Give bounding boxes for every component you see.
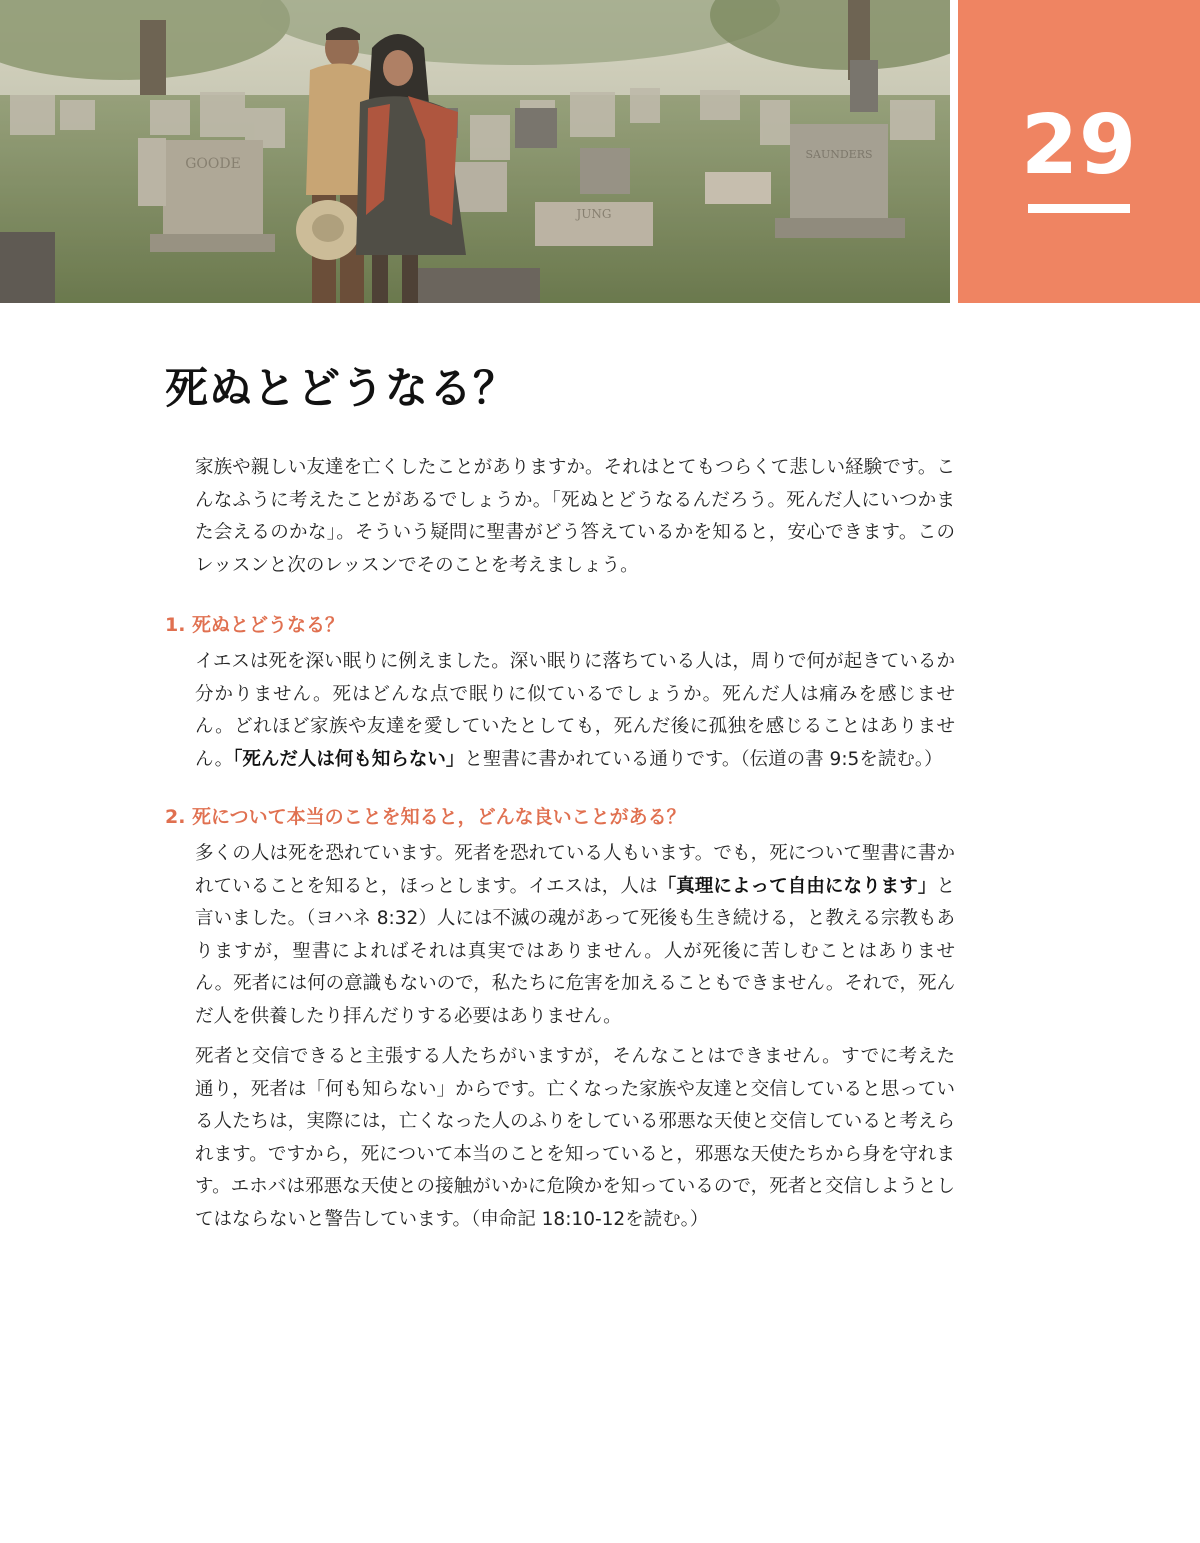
paragraph-text: と聖書に書かれている通りです。（伝道の書 9:5を読む。）	[464, 748, 943, 770]
scripture-quote: 「死んだ人は何も知らない」	[233, 748, 465, 770]
section-1	[165, 610, 955, 776]
paragraph-text: 多くの人は死を恐れています。死者を恐れている人もいます。でも，死について聖書に書かれていることを知ると，ほっとします。イエスは，人は	[195, 843, 955, 897]
paragraph-text: イエスは死を深い眠りに例えました。深い眠りに落ちている人は，周りで何が起きているか分かりません。死はどんな点で眠りに似ているでしょうか。死んだ人は痛みを感じません。どれほど家族や友達を愛していたとしても，死んだ後に孤独を感じることはありません。	[195, 651, 955, 770]
badge-underline	[1028, 204, 1130, 213]
page-title: 死ぬとどうなる？	[165, 364, 517, 414]
gravestone-label: SAUNDERS	[805, 148, 873, 161]
section-paragraph	[195, 838, 955, 1033]
section-2	[165, 802, 955, 1236]
section-heading: 1. 死ぬとどうなる？	[165, 614, 345, 636]
section-paragraph	[195, 646, 955, 776]
lesson-number: 29	[1020, 98, 1138, 193]
paragraph-text: 死者と交信できると主張する人たちがいますが，そんなことはできません。すでに考えた通り，死者は「何も知らない」からです。亡くなった家族や友達と交信していると思っている人たちは，実際には，亡くなった人のふりをしている邪悪な天使と交信していると考えられます。ですから，死について本当のことを知っていると，邪悪な天使たちから身を守れます。エホバは邪悪な天使との接触がいかに危険かを知っているので，死者と交信しようとしてはならないと警告しています。（申命記 18:10-12を読む。）	[195, 1046, 955, 1230]
paragraph-text: と言いました。（ヨハネ 8:32）人には不滅の魂があって死後も生き続ける，と教える宗教もありますが，聖書によればそれは真実ではありません。人が死後に苦しむことはありません。死者には何の意識もないので，私たちに危害を加えることもできません。それで，死んだ人を供養したり拝んだりする必要はありません。	[195, 875, 955, 1027]
cemetery-photo-icon	[0, 0, 950, 303]
gravestone-label: GOODE	[185, 156, 241, 172]
intro-paragraph: 家族や親しい友達を亡くしたことがありますか。それはとてもつらくて悲しい経験です。こんなふうに考えたことがあるでしょうか。「死ぬとどうなるんだろう。死んだ人にいつかまた会えるのかな」。そういう疑問に聖書がどう答えているかを知ると，安心できます。このレッスンと次のレッスンでそのことを考えましょう。	[195, 457, 955, 576]
lesson-content	[165, 452, 955, 1262]
section-paragraph	[195, 1041, 955, 1236]
gravestone-label: JUNG	[576, 207, 612, 221]
cemetery-photo	[0, 0, 950, 303]
lesson-number-badge	[958, 0, 1200, 303]
scripture-quote: 「真理によって自由になります」	[657, 875, 937, 897]
section-heading: 2. 死について本当のことを知ると，どんな良いことがある？	[165, 806, 686, 828]
